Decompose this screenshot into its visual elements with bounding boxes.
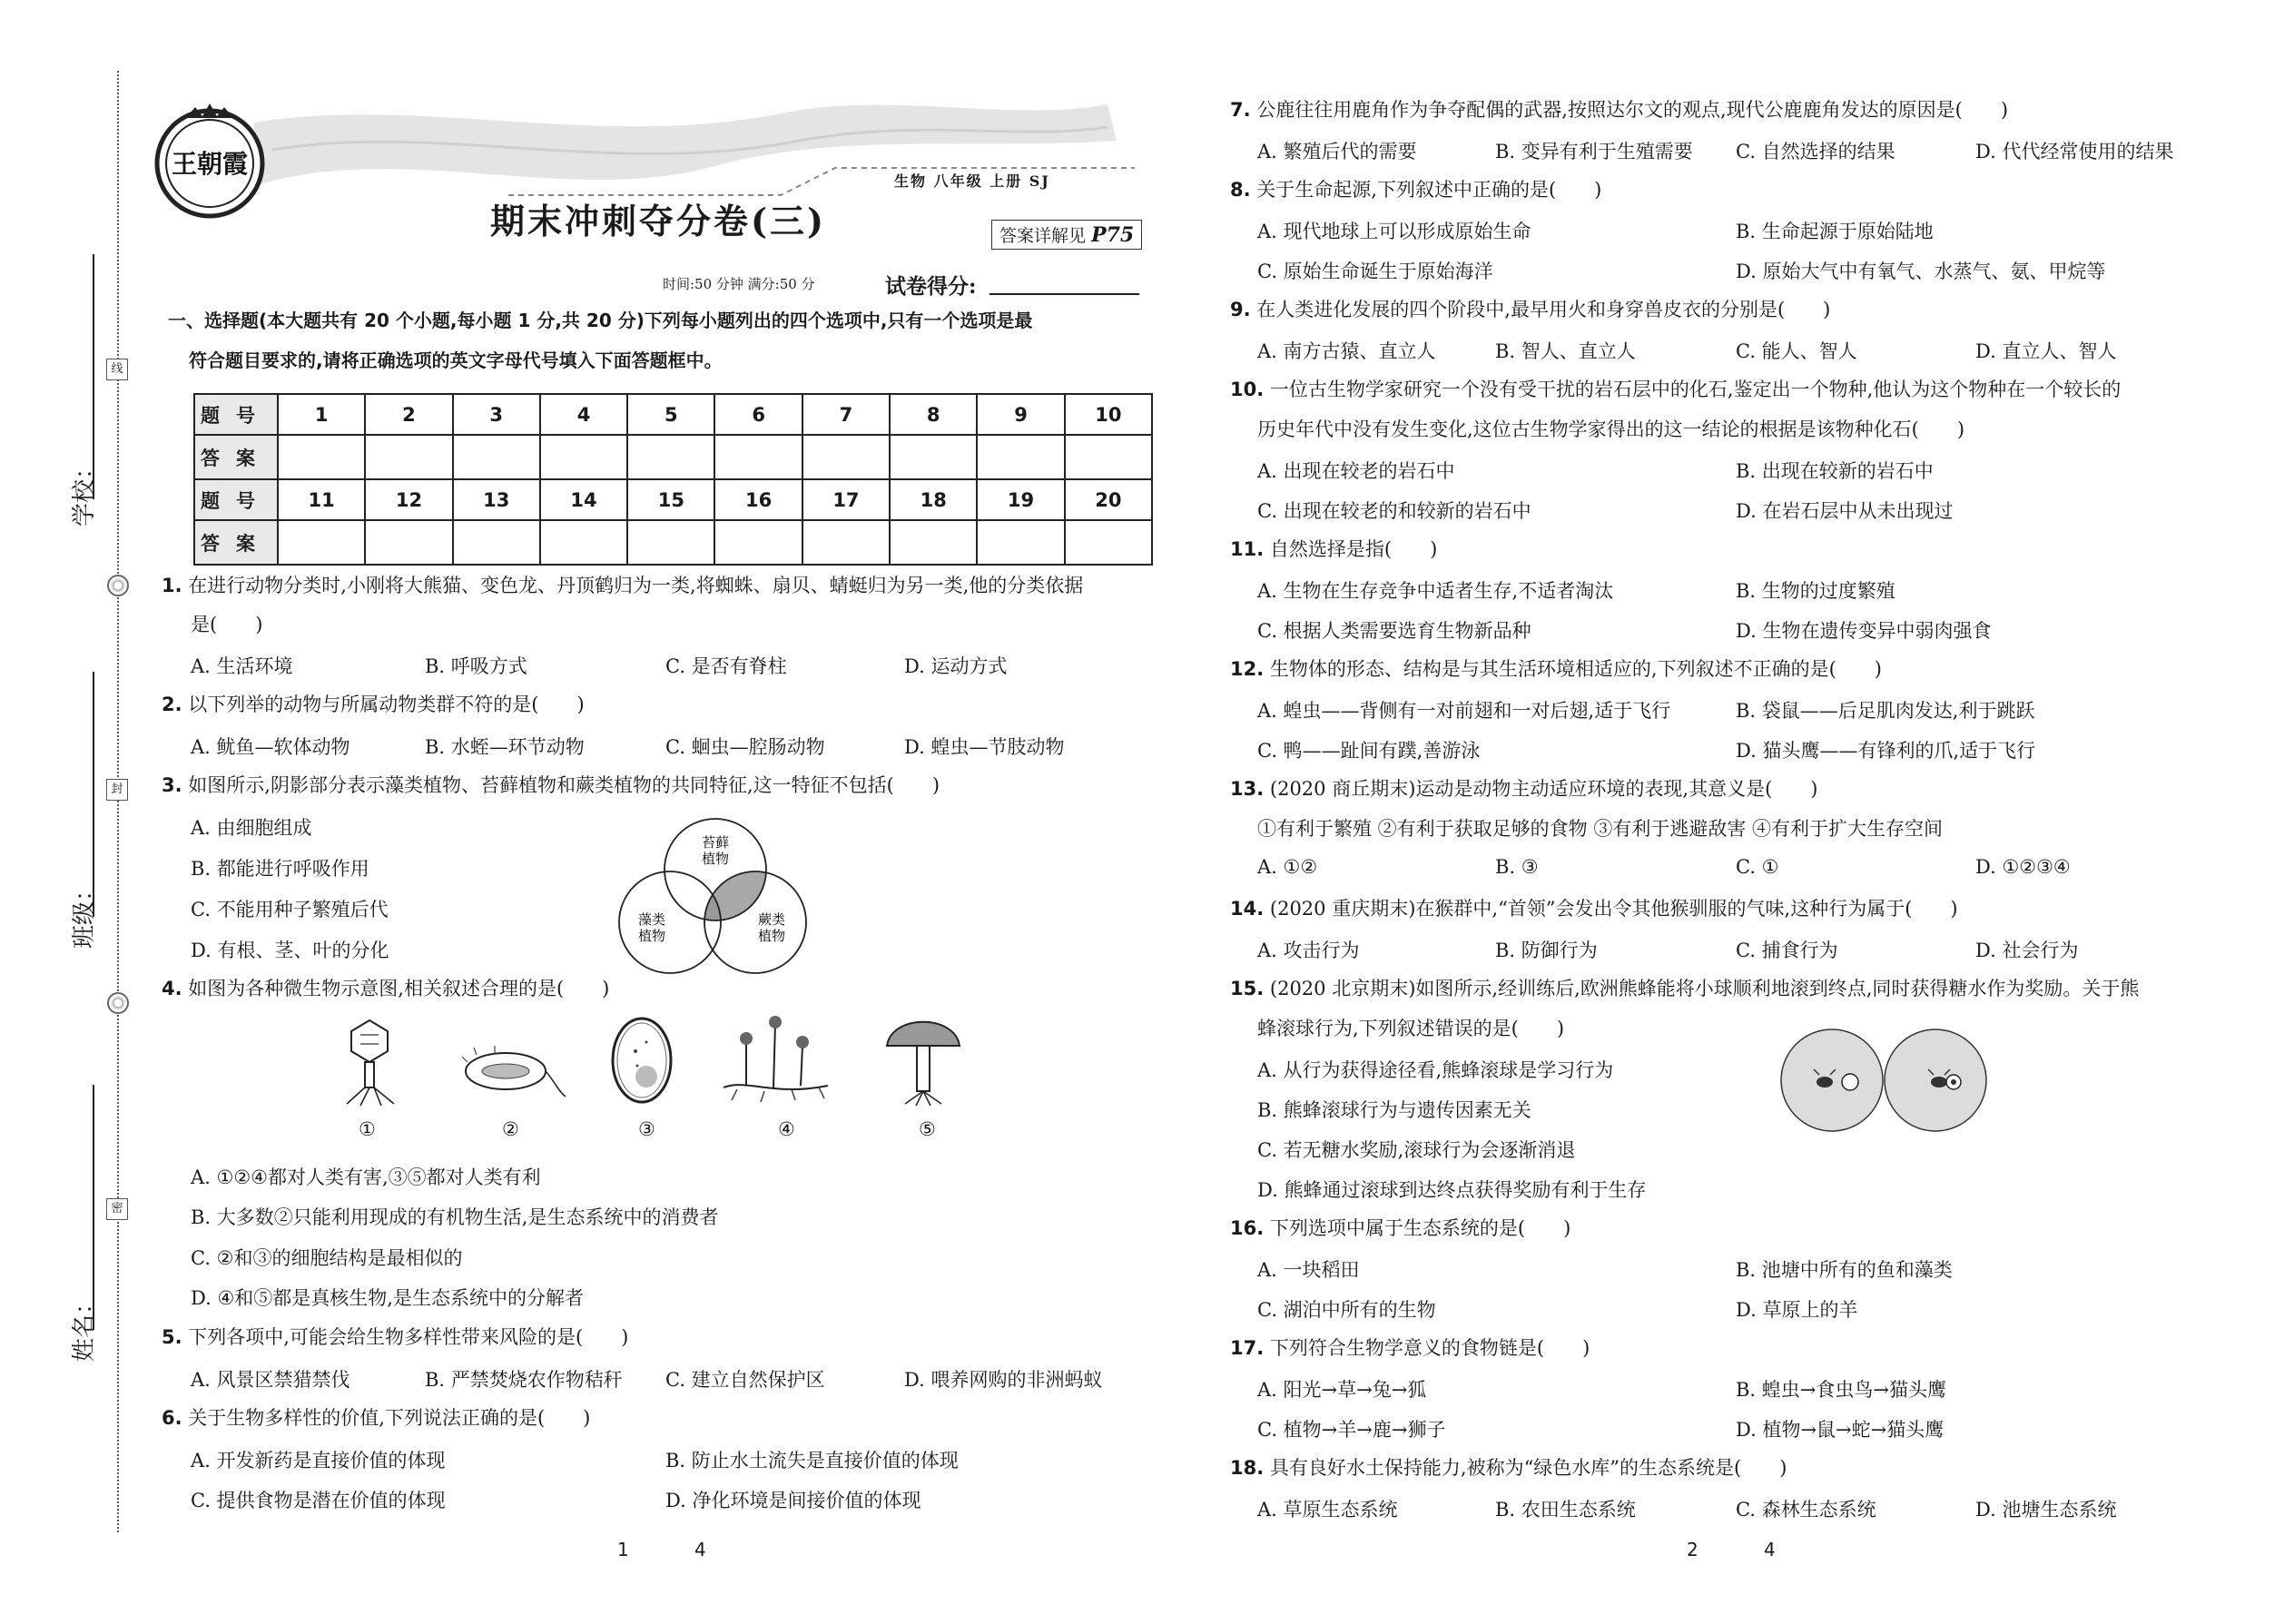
- q-number: 17.: [1230, 1337, 1265, 1359]
- option-a[interactable]: A. 从行为获得途径看,熊蜂滚球是学习行为: [1257, 1059, 1614, 1081]
- virus-icon: [338, 1017, 401, 1107]
- question-16: [1230, 1216, 1570, 1242]
- q-text: 下列各项中,可能会给生物多样性带来风险的是( ): [188, 1326, 629, 1348]
- q-text: (2020 商丘期末)运动是动物主动适应环境的表现,其意义是( ): [1269, 778, 1818, 800]
- q-number: 4.: [162, 978, 182, 999]
- option-a[interactable]: A. 阳光→草→兔→狐: [1257, 1379, 1427, 1401]
- q-number: 12.: [1230, 658, 1265, 680]
- option-d[interactable]: D. ①②③④: [1975, 856, 2071, 878]
- option-a[interactable]: A. 一块稻田: [1257, 1259, 1360, 1281]
- option-d[interactable]: D. 喂养网购的非洲蚂蚁: [904, 1369, 1103, 1391]
- question-8: [1230, 177, 1601, 203]
- q-number: 16.: [1230, 1217, 1265, 1239]
- question-11: [1230, 536, 1437, 563]
- option-d[interactable]: D. 池塘生态系统: [1975, 1499, 2117, 1521]
- table-cell: 15: [627, 479, 714, 520]
- option-a[interactable]: A. 攻击行为: [1257, 940, 1360, 961]
- question-10: [1230, 377, 2121, 403]
- school-label: 学校：: [71, 455, 98, 527]
- option-b[interactable]: B. 严禁焚烧农作物秸秆: [425, 1369, 623, 1391]
- answer-cell[interactable]: [802, 520, 890, 565]
- question-18: [1230, 1455, 1787, 1481]
- q-text: 如图为各种微生物示意图,相关叙述合理的是( ): [188, 978, 610, 999]
- answer-header: 答案: [194, 435, 278, 479]
- table-cell: 10: [1065, 394, 1152, 435]
- figure-label-2: ②: [502, 1118, 519, 1140]
- q-text: (2020 重庆期末)在猴群中,“首领”会发出令其他猴驯服的气味,这种行为属于( ): [1269, 898, 1958, 920]
- q-text: 以下列举的动物与所属动物类群不符的是( ): [188, 694, 585, 715]
- answer-header: 答案: [194, 520, 278, 565]
- option-a[interactable]: A. 蝗虫——背侧有一对前翅和一对后翅,适于飞行: [1257, 700, 1671, 722]
- question-7: [1230, 97, 2008, 123]
- answer-cell[interactable]: [1065, 435, 1152, 479]
- option-a[interactable]: A. 由细胞组成: [191, 817, 312, 839]
- section-instruction-1: 一、选择题(本大题共有 20 个小题,每小题 1 分,共 20 分)下列每小题列出的四个选项中,只有一个选项是最: [168, 310, 1033, 331]
- answer-cell[interactable]: [278, 520, 365, 565]
- table-cell: 12: [365, 479, 452, 520]
- answer-cell[interactable]: [627, 520, 714, 565]
- option-b[interactable]: B. 大多数②只能利用现成的有机物生活,是生态系统中的消费者: [191, 1206, 719, 1228]
- q-number: 11.: [1230, 538, 1265, 560]
- question-4: [162, 976, 609, 1002]
- answer-cell[interactable]: [278, 435, 365, 479]
- figure-label-4: ④: [778, 1118, 795, 1140]
- score-label: 试卷得分:: [885, 274, 977, 299]
- question-9: [1230, 297, 1830, 323]
- venn-label-fern: 蕨类: [757, 911, 786, 928]
- answer-ref-page: P75: [1091, 223, 1135, 247]
- q-text: 生物体的形态、结构是与其生活环境相适应的,下列叙述不正确的是( ): [1269, 658, 1882, 680]
- option-b[interactable]: B. ③: [1495, 856, 1539, 878]
- option-d[interactable]: D. 直立人、智人: [1975, 340, 2117, 362]
- answer-cell[interactable]: [977, 435, 1064, 479]
- option-d[interactable]: D. 社会行为: [1975, 940, 2079, 961]
- option-d[interactable]: D. 草原上的羊: [1736, 1299, 1858, 1321]
- mold-icon: [719, 1015, 832, 1106]
- option-c[interactable]: C. 若无糖水奖励,滚球行为会逐渐消退: [1257, 1139, 1576, 1161]
- option-c[interactable]: C. 不能用种子繁殖后代: [191, 899, 389, 920]
- answer-cell[interactable]: [890, 520, 977, 565]
- question-12: [1230, 656, 1882, 683]
- page-number-left: 1: [617, 1539, 629, 1560]
- table-cell: 19: [977, 479, 1064, 520]
- class-label: 班级：: [71, 877, 98, 949]
- option-b[interactable]: B. 熊蜂滚球行为与遗传因素无关: [1257, 1099, 1531, 1121]
- q-number: 10.: [1230, 379, 1265, 400]
- answer-cell[interactable]: [627, 435, 714, 479]
- answer-cell[interactable]: [540, 520, 627, 565]
- seal-mark-3: 密: [106, 1198, 128, 1220]
- answer-cell[interactable]: [890, 435, 977, 479]
- figure-label-3: ③: [638, 1118, 655, 1140]
- answer-cell[interactable]: [802, 435, 890, 479]
- q-number: 7.: [1230, 99, 1251, 121]
- option-c[interactable]: C. 原始生命诞生于原始海洋: [1257, 261, 1493, 282]
- answer-table: [193, 393, 1153, 566]
- q-text: 关于生命起源,下列叙述中正确的是( ): [1256, 179, 1602, 201]
- mushroom-icon: [882, 1009, 964, 1109]
- q-text: 具有良好水土保持能力,被称为“绿色水库”的生态系统是( ): [1269, 1457, 1787, 1479]
- q-text: 关于生物多样性的价值,下列说法正确的是( ): [188, 1407, 591, 1429]
- q-text: 如图所示,阴影部分表示藻类植物、苔藓植物和蕨类植物的共同特征,这一特征不包括( ): [188, 774, 940, 796]
- answer-cell[interactable]: [453, 520, 540, 565]
- option-c[interactable]: C. 自然选择的结果: [1736, 141, 1895, 162]
- question-2: [162, 692, 585, 718]
- page-number-right: 2: [1687, 1539, 1698, 1560]
- answer-ref-prefix: 答案详解见: [999, 226, 1087, 246]
- option-d[interactable]: D. 在岩石层中从未出现过: [1736, 500, 1954, 522]
- q-number: 2.: [162, 694, 182, 715]
- option-a[interactable]: A. 生活环境: [191, 655, 293, 677]
- option-c[interactable]: C. ②和③的细胞结构是最相似的: [191, 1247, 463, 1269]
- option-c[interactable]: C. 是否有脊柱: [665, 655, 787, 677]
- option-b[interactable]: B. 变异有利于生殖需要: [1495, 141, 1693, 162]
- table-cell: 9: [977, 394, 1064, 435]
- q-text: 在进行动物分类时,小刚将大熊猫、变色龙、丹顶鹤归为一类,将蜘蛛、扇贝、蜻蜓归为另一类,他的分类依据: [188, 575, 1084, 596]
- bumblebee-arena-figure: [1779, 1026, 1988, 1135]
- option-a[interactable]: A. 南方古猿、直立人: [1257, 340, 1436, 362]
- logo-text: 王朝霞: [171, 149, 249, 179]
- option-d[interactable]: D. 植物→鼠→蛇→猫头鹰: [1736, 1419, 1944, 1441]
- figure-label-5: ⑤: [919, 1118, 936, 1140]
- table-cell: 5: [627, 394, 714, 435]
- answer-cell[interactable]: [365, 520, 452, 565]
- option-b[interactable]: B. 出现在较新的岩石中: [1736, 460, 1934, 482]
- time-info: 时间:50 分钟 满分:50 分: [663, 276, 815, 292]
- option-b[interactable]: B. 袋鼠——后足肌肉发达,利于跳跃: [1736, 700, 2035, 722]
- table-cell: 11: [278, 479, 365, 520]
- question-6: [162, 1405, 590, 1432]
- answer-reference: [991, 220, 1142, 250]
- binding-hole-1: [107, 575, 129, 596]
- section-instruction-2: 符合题目要求的,请将正确选项的英文字母代号填入下面答题框中。: [189, 349, 723, 371]
- binding-hole-2: [107, 992, 129, 1014]
- binding-dotted-line: [117, 71, 119, 1532]
- option-b[interactable]: B. 都能进行呼吸作用: [191, 858, 369, 880]
- option-a[interactable]: A. 鱿鱼—软体动物: [191, 736, 350, 758]
- answer-cell[interactable]: [540, 435, 627, 479]
- option-b[interactable]: B. 生物的过度繁殖: [1736, 580, 1895, 602]
- option-c[interactable]: C. 植物→羊→鹿→狮子: [1257, 1419, 1446, 1441]
- option-a[interactable]: A. 开发新药是直接价值的体现: [191, 1450, 446, 1471]
- option-b[interactable]: B. 水蛭—环节动物: [425, 736, 585, 758]
- q-text: 公鹿往往用鹿角作为争夺配偶的武器,按照达尔文的观点,现代公鹿鹿角发达的原因是( ): [1256, 99, 2009, 121]
- q-number: 6.: [162, 1407, 182, 1429]
- table-cell: 14: [540, 479, 627, 520]
- figure-label-1: ①: [359, 1118, 376, 1140]
- q-number: 5.: [162, 1326, 182, 1348]
- option-b[interactable]: B. 防止水土流失是直接价值的体现: [665, 1450, 959, 1471]
- option-a[interactable]: A. 繁殖后代的需要: [1257, 141, 1417, 162]
- answer-cell[interactable]: [453, 435, 540, 479]
- option-a[interactable]: A. ①②: [1257, 856, 1318, 878]
- option-a[interactable]: A. 现代地球上可以形成原始生命: [1257, 221, 1531, 242]
- seal-mark-2: 封: [106, 779, 128, 801]
- page-total-left: 4: [694, 1539, 706, 1560]
- answer-cell[interactable]: [714, 520, 802, 565]
- option-a[interactable]: A. 出现在较老的岩石中: [1257, 460, 1455, 482]
- option-b[interactable]: B. 防御行为: [1495, 940, 1598, 961]
- venn-diagram: [608, 815, 817, 980]
- option-d[interactable]: D. ④和⑤都是真核生物,是生态系统中的分解者: [191, 1287, 584, 1309]
- venn-label-algae: 藻类: [637, 911, 666, 928]
- option-d[interactable]: D. 原始大气中有氧气、水蒸气、氨、甲烷等: [1736, 261, 2106, 282]
- seal-mark-1: 线: [106, 359, 128, 380]
- q-text-cont: 是( ): [191, 614, 263, 635]
- answer-cell[interactable]: [714, 435, 802, 479]
- table-cell: 3: [453, 394, 540, 435]
- table-cell: 1: [278, 394, 365, 435]
- table-cell: 4: [540, 394, 627, 435]
- yeast-cell-icon: [610, 1015, 674, 1106]
- option-b[interactable]: B. 智人、直立人: [1495, 340, 1636, 362]
- q-sub-statements: ①有利于繁殖 ②有利于获取足够的食物 ③有利于逃避敌害 ④有利于扩大生存空间: [1257, 818, 1944, 840]
- q-text-cont: 历史年代中没有发生变化,这位古生物学家得出的这一结论的根据是该物种化石( ): [1257, 418, 1965, 440]
- question-3: [162, 773, 940, 799]
- option-c[interactable]: C. 建立自然保护区: [665, 1369, 825, 1391]
- table-cell: 20: [1065, 479, 1152, 520]
- option-d[interactable]: D. 有根、茎、叶的分化: [191, 940, 389, 961]
- answer-cell[interactable]: [977, 520, 1064, 565]
- option-b[interactable]: B. 呼吸方式: [425, 655, 527, 677]
- q-number: 3.: [162, 774, 182, 796]
- answer-cell[interactable]: [365, 435, 452, 479]
- q-text: 下列符合生物学意义的食物链是( ): [1269, 1337, 1590, 1359]
- option-c[interactable]: C. 提供食物是潜在价值的体现: [191, 1490, 446, 1511]
- page-title: 期末冲刺夺分卷(三): [490, 201, 826, 241]
- table-cell: 6: [714, 394, 802, 435]
- venn-label-moss-2: 植物: [701, 851, 730, 867]
- q-number: 8.: [1230, 179, 1251, 201]
- q-number: 13.: [1230, 778, 1265, 800]
- option-c[interactable]: C. 捕食行为: [1736, 940, 1838, 961]
- q-text: 下列选项中属于生态系统的是( ): [1269, 1217, 1571, 1239]
- table-cell: 8: [890, 394, 977, 435]
- score-blank[interactable]: [989, 293, 1139, 295]
- option-d[interactable]: D. 熊蜂通过滚球到达终点获得奖励有利于生存: [1257, 1179, 1647, 1201]
- logo-seal-icon: [150, 100, 270, 220]
- option-a[interactable]: A. 风景区禁猎禁伐: [191, 1369, 350, 1391]
- option-b[interactable]: B. 农田生态系统: [1495, 1499, 1636, 1521]
- option-c[interactable]: C. 根据人类需要选育生物新品种: [1257, 620, 1531, 642]
- option-d[interactable]: D. 生物在遗传变异中弱肉强食: [1736, 620, 1992, 642]
- q-text: 在人类进化发展的四个阶段中,最早用火和身穿兽皮衣的分别是( ): [1256, 299, 1831, 320]
- name-label: 姓名：: [71, 1290, 98, 1362]
- option-c[interactable]: C. 蛔虫—腔肠动物: [665, 736, 825, 758]
- option-d[interactable]: D. 净化环境是间接价值的体现: [665, 1490, 921, 1511]
- q-number-header: 题号: [194, 479, 278, 520]
- table-cell: 17: [802, 479, 890, 520]
- subject-tags: 生物 八年级 上册 SJ: [894, 172, 1050, 190]
- question-13: [1230, 776, 1817, 802]
- q-text: 一位古生物学家研究一个没有受干扰的岩石层中的化石,鉴定出一个物种,他认为这个物种在一个较长的: [1269, 379, 2122, 400]
- question-17: [1230, 1335, 1590, 1362]
- option-b[interactable]: B. 生命起源于原始陆地: [1736, 221, 1934, 242]
- table-cell: 13: [453, 479, 540, 520]
- option-d[interactable]: D. 运动方式: [904, 655, 1008, 677]
- option-c[interactable]: C. 出现在较老的和较新的岩石中: [1257, 500, 1531, 522]
- option-c[interactable]: C. 鸭——趾间有蹼,善游泳: [1257, 740, 1481, 762]
- q-number: 14.: [1230, 898, 1265, 920]
- q-number-header: 题号: [194, 394, 278, 435]
- q-number: 15.: [1230, 978, 1265, 999]
- table-cell: 16: [714, 479, 802, 520]
- option-d[interactable]: D. 蝗虫—节肢动物: [904, 736, 1065, 758]
- answer-cell[interactable]: [1065, 520, 1152, 565]
- question-15: [1230, 976, 2139, 1002]
- q-text: 自然选择是指( ): [1269, 538, 1438, 560]
- option-c[interactable]: C. 湖泊中所有的生物: [1257, 1299, 1436, 1321]
- venn-label-fern-2: 植物: [757, 928, 786, 944]
- option-a[interactable]: A. ①②④都对人类有害,③⑤都对人类有利: [191, 1166, 541, 1188]
- option-d[interactable]: D. 代代经常使用的结果: [1975, 141, 2174, 162]
- question-1: [162, 573, 1083, 599]
- option-c[interactable]: C. 能人、智人: [1736, 340, 1857, 362]
- option-a[interactable]: A. 生物在生存竞争中适者生存,不适者淘汰: [1257, 580, 1614, 602]
- question-14: [1230, 896, 1958, 922]
- q-number: 1.: [162, 575, 182, 596]
- q-number: 18.: [1230, 1457, 1265, 1479]
- venn-label-algae-2: 植物: [637, 928, 666, 944]
- q-text: (2020 北京期末)如图所示,经训练后,欧洲熊蜂能将小球顺利地滚到终点,同时获得糖水作为奖励。关于熊: [1269, 978, 2140, 999]
- q-text-cont: 蜂滚球行为,下列叙述错误的是( ): [1257, 1018, 1565, 1039]
- venn-label-moss: 苔藓: [701, 834, 730, 851]
- option-b[interactable]: B. 池塘中所有的鱼和藻类: [1736, 1259, 1953, 1281]
- page-total-right: 4: [1764, 1539, 1776, 1560]
- question-5: [162, 1324, 628, 1351]
- q-number: 9.: [1230, 299, 1251, 320]
- option-d[interactable]: D. 猫头鹰——有锋利的爪,适于飞行: [1736, 740, 2036, 762]
- option-a[interactable]: A. 草原生态系统: [1257, 1499, 1398, 1521]
- option-c[interactable]: C. 森林生态系统: [1736, 1499, 1876, 1521]
- option-b[interactable]: B. 蝗虫→食虫鸟→猫头鹰: [1736, 1379, 1946, 1401]
- bacterium-icon: [458, 1044, 567, 1103]
- table-cell: 18: [890, 479, 977, 520]
- option-c[interactable]: C. ①: [1736, 856, 1779, 878]
- table-cell: 7: [802, 394, 890, 435]
- table-cell: 2: [365, 394, 452, 435]
